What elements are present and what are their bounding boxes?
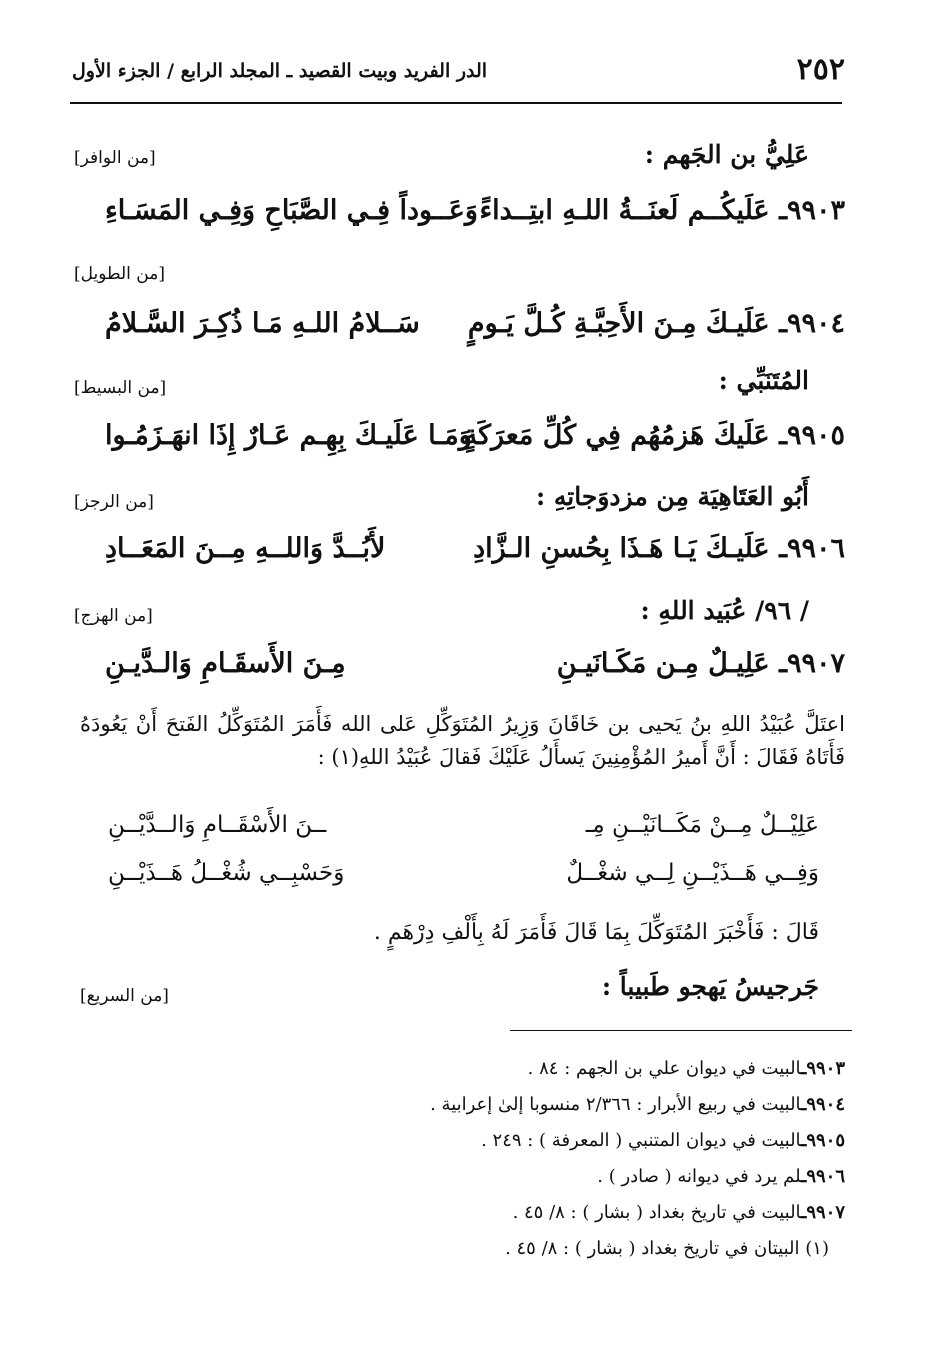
footnote — [528, 1058, 845, 1079]
poet-heading: عَلِيُّ بن الجَهم : — [644, 140, 809, 169]
verse-hemistich-left: مِـنَ الأَسقَـامِ وَالـدَّيـنِ — [105, 648, 346, 679]
footnote-number: ٩٩٠٥ـ — [801, 1130, 845, 1151]
verse-hemistich-right: ٩٩٠٣ـ عَلَيكُــم لَعنَــةُ اللـهِ ابتِــداءً — [479, 195, 845, 226]
footnote-text: البيتان في تاريخ بغداد ( بشار ) : ٨/ ٤٥ . — [505, 1238, 800, 1259]
page-number: ٢٥٢ — [796, 52, 845, 87]
footnote-number: ٩٩٠٣ـ — [801, 1058, 845, 1079]
inner-verse-right: عَلِيْــلٌ مِــنْ مَكَــانَيْــنِ مِـ — [585, 812, 819, 838]
meter-label: [من البسيط] — [74, 378, 167, 398]
verse-hemistich-left: وَعَــوداً فِـي الصَّبَاحِ وَفِـي المَسَـاءِ — [105, 195, 478, 226]
footnote-text: البيت في ربيع الأبرار : ٢/٣٦٦ منسوبا إلىٰ إعرابية . — [430, 1094, 802, 1115]
inner-verse-right: وَفِــي هَــذَيْــنِ لِــي شغْــلٌ — [566, 860, 819, 886]
footnote — [481, 1130, 845, 1151]
verse-hemistich-left: وَمَـا عَلَيـكَ بِهِـم عَـارٌ إِذَا انهَـزَمُـوا — [105, 420, 472, 451]
footnote — [430, 1094, 845, 1115]
footnote-number: ٩٩٠٦ـ — [801, 1166, 845, 1187]
verse-hemistich-right: ٩٩٠٥ـ عَلَيكَ هَزمُهُم فِي كُلِّ مَعرَكَةٍ — [463, 420, 845, 451]
footnote-text: البيت في ديوان علي بن الجهم : ٨٤ . — [527, 1058, 802, 1079]
verse-hemistich-right: ٩٩٠٦ـ عَلَيـكَ يَـا هَـذَا بِحُسنِ الـزَّادِ — [473, 533, 845, 564]
footnote-text: البيت في ديوان المتنبي ( المعرفة ) : ٢٤٩ . — [481, 1130, 802, 1151]
footnote-number: (١) — [805, 1238, 829, 1259]
poet-heading: أَبُو العَتَاهِيَة مِن مزدوَجاتِهِ : — [535, 482, 809, 511]
meter-label: [من الوافر] — [74, 148, 156, 168]
footnote-rule — [510, 1030, 852, 1031]
prose-paragraph: اعتَلَّ عُبَيْدُ اللهِ بنُ يَحيى بن خَاقَانَ وَزِيرُ المُتَوَكِّلِ عَلى الله فَأَمَرَ المُتَوَكِّلُ الفَتحَ أَنْ يَعُودَهُ فَأَتَاهُ فَقَالَ : أَنَّ أَميرُ المُؤْمِنِينَ يَسأَلُ عَلَيْكَ فَقالَ عُبَيْدُ اللهِ(١) : — [80, 712, 845, 769]
header-rule — [70, 102, 842, 104]
footnote — [513, 1202, 845, 1223]
meter-label: [من السريع] — [80, 986, 169, 1006]
footnote — [597, 1166, 845, 1187]
poet-heading: جَرجيسُ يَهجو طَبيباً : — [601, 972, 819, 1001]
footnote-number: ٩٩٠٤ـ — [801, 1094, 845, 1115]
footnote — [505, 1238, 829, 1259]
verse-hemistich-left: لأَبُــدَّ وَاللــهِ مِــنَ المَعَــادِ — [105, 533, 386, 564]
meter-label: [من الهزج] — [74, 606, 153, 626]
poet-heading: المُتَنَبِّي : — [718, 366, 809, 395]
poet-heading: / ٩٦/ عُبَيد اللهِ : — [640, 596, 809, 625]
footnote-text: لم يرد في ديوانه ( صادر ) . — [597, 1166, 802, 1187]
footnote-number: ٩٩٠٧ـ — [801, 1202, 845, 1223]
verse-hemistich-left: سَــلامُ اللـهِ مَـا ذُكِـرَ السَّـلامُ — [105, 308, 420, 339]
meter-label: [من الرجز] — [74, 492, 154, 512]
verse-hemistich-right: ٩٩٠٧ـ عَلِيـلٌ مِـن مَكَـانَيـنِ — [556, 648, 845, 679]
footnote-text: البيت في تاريخ بغداد ( بشار ) : ٨/ ٤٥ . — [512, 1202, 802, 1223]
closing-line: قَالَ : فَأَخْبَرَ المُتَوَكِّلَ بِمَا قَالَ فَأَمَرَ لَهُ بِأَلْفِ دِرْهَمٍ . — [373, 920, 819, 945]
inner-verse-left: وَحَسْبِــي شُغْــلُ هَــذَيْــنِ — [108, 860, 345, 886]
meter-label: [من الطويل] — [74, 264, 165, 284]
running-title: الدر الفريد وبيت القصيد ـ المجلد الرابع / الجزء الأول — [72, 60, 488, 82]
verse-hemistich-right: ٩٩٠٤ـ عَلَيـكَ مِـنَ الأَحِبَّـةِ كُـلَّ يَـومٍ — [467, 308, 845, 339]
inner-verse-left: ــنَ الأَسْقَــامِ وَالــدَّيْــنِ — [108, 812, 327, 838]
